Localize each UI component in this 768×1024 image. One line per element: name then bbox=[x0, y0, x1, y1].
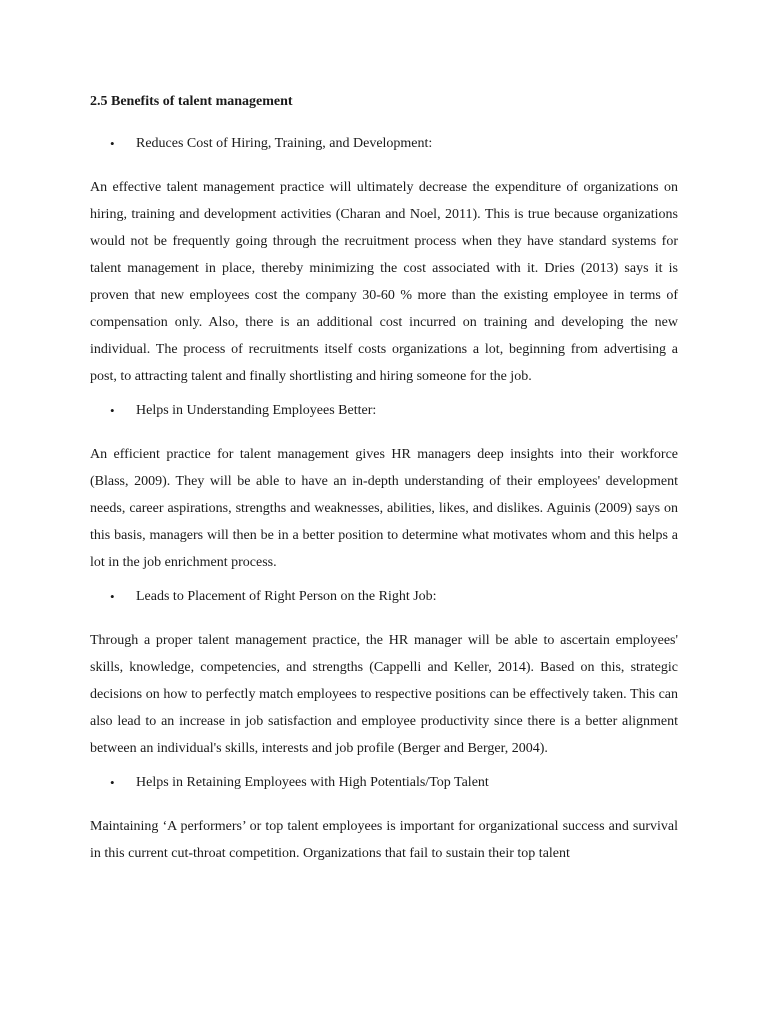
bullet-item bbox=[90, 587, 678, 607]
body-paragraph: An efficient practice for talent management gives HR managers deep insights into their workforce (Blass, 2009). They will be able to have an in-depth understanding of their employees' development needs, career aspirations, strengths and weaknesses, abilities, likes, and dislikes. Aguinis (2009) says on this basis, managers will then be in a better position to determine what motivates whom and this helps a lot in the job enrichment process. bbox=[90, 447, 678, 570]
section-heading: 2.5 Benefits of talent management bbox=[90, 94, 293, 109]
bullet-item bbox=[90, 134, 678, 154]
document-page bbox=[90, 92, 678, 878]
bullet-icon: • bbox=[110, 403, 115, 418]
body-paragraph: An effective talent management practice will ultimately decrease the expenditure of organizations on hiring, training and development activities (Charan and Noel, 2011). This is true because organizations would not be frequently going through the recruitment process when they have standard systems for talent management in place, thereby minimizing the cost associated with it. Dries (2013) says it is proven that new employees cost the company 30-60 % more than the existing employee in terms of compensation only. Also, there is an additional cost incurred on training and developing the new individual. The process of recruitments itself costs organizations a lot, beginning from advertising a post, to attracting talent and finally shortlisting and hiring someone for the job. bbox=[90, 180, 678, 384]
bullet-text: Reduces Cost of Hiring, Training, and Development: bbox=[136, 136, 433, 151]
bullet-text: Helps in Understanding Employees Better: bbox=[136, 403, 377, 418]
bullet-item bbox=[90, 773, 678, 793]
bullet-icon: • bbox=[110, 775, 115, 790]
body-paragraph: Maintaining ‘A performers’ or top talent employees is important for organizational success and survival in this current cut-throat competition. Organizations that fail to sustain their top talent bbox=[90, 819, 678, 861]
bullet-item bbox=[90, 401, 678, 421]
body-paragraph: Through a proper talent management practice, the HR manager will be able to ascertain employees' skills, knowledge, competencies, and strengths (Cappelli and Keller, 2014). Based on this, strategic decisions on how to perfectly match employees to respective positions can be effectively taken. This can also lead to an increase in job satisfaction and employee productivity since there is a better alignment between an individual's skills, interests and job profile (Berger and Berger, 2004). bbox=[90, 633, 678, 756]
bullet-icon: • bbox=[110, 589, 115, 604]
bullet-text: Helps in Retaining Employees with High Potentials/Top Talent bbox=[136, 775, 489, 790]
bullet-text: Leads to Placement of Right Person on the Right Job: bbox=[136, 589, 437, 604]
bullet-icon: • bbox=[110, 136, 115, 151]
